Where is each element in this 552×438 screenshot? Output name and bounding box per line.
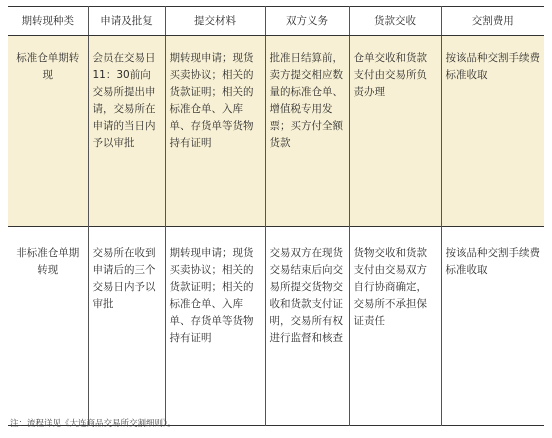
payment-cell: 货物交收和货款支付由交易双方自行协商确定，交易所不承担保证责任 <box>349 227 441 426</box>
comparison-table <box>8 6 544 426</box>
fee-cell: 按该品种交割手续费标准收取 <box>441 36 544 227</box>
header-cell: 交割费用 <box>441 7 544 36</box>
obligations-cell: 批准日结算前，卖方提交相应数量的标准仓单、增值税专用发票；买方付全额货款 <box>265 36 349 227</box>
materials-cell: 期转现申请；现货买卖协议；相关的货款证明；相关的标准仓单、入库单、存货单等货物持有证明 <box>165 227 265 426</box>
materials-cell: 期转现申请；现货买卖协议；相关的货款证明；相关的标准仓单、入库单、存货单等货物持有证明 <box>165 36 265 227</box>
type-cell: 非标准仓单期转现 <box>8 227 88 426</box>
obligations-cell: 交易双方在现货交易结束后向交易所提交货物交收和货款支付证明，交易所有权进行监督和核查 <box>265 227 349 426</box>
type-cell: 标准仓单期转现 <box>8 36 88 227</box>
header-cell: 期转现种类 <box>8 7 88 36</box>
table-header-row <box>8 7 544 36</box>
header-cell: 提交材料 <box>165 7 265 36</box>
table-row <box>8 227 544 426</box>
header-cell: 货款交收 <box>349 7 441 36</box>
header-cell: 申请及批复 <box>88 7 165 36</box>
apply-cell: 会员在交易日11：30前向交易所提出申请，交易所在申请的当日内予以审批 <box>88 36 165 227</box>
apply-cell: 交易所在收到申请后的三个交易日内予以审批 <box>88 227 165 426</box>
table-row <box>8 36 544 227</box>
footnote: 注：流程详见《大连商品交易所交割细则》。 <box>10 419 176 429</box>
fee-cell: 按该品种交割手续费标准收取 <box>441 227 544 426</box>
header-cell: 双方义务 <box>265 7 349 36</box>
payment-cell: 仓单交收和货款支付由交易所负责办理 <box>349 36 441 227</box>
